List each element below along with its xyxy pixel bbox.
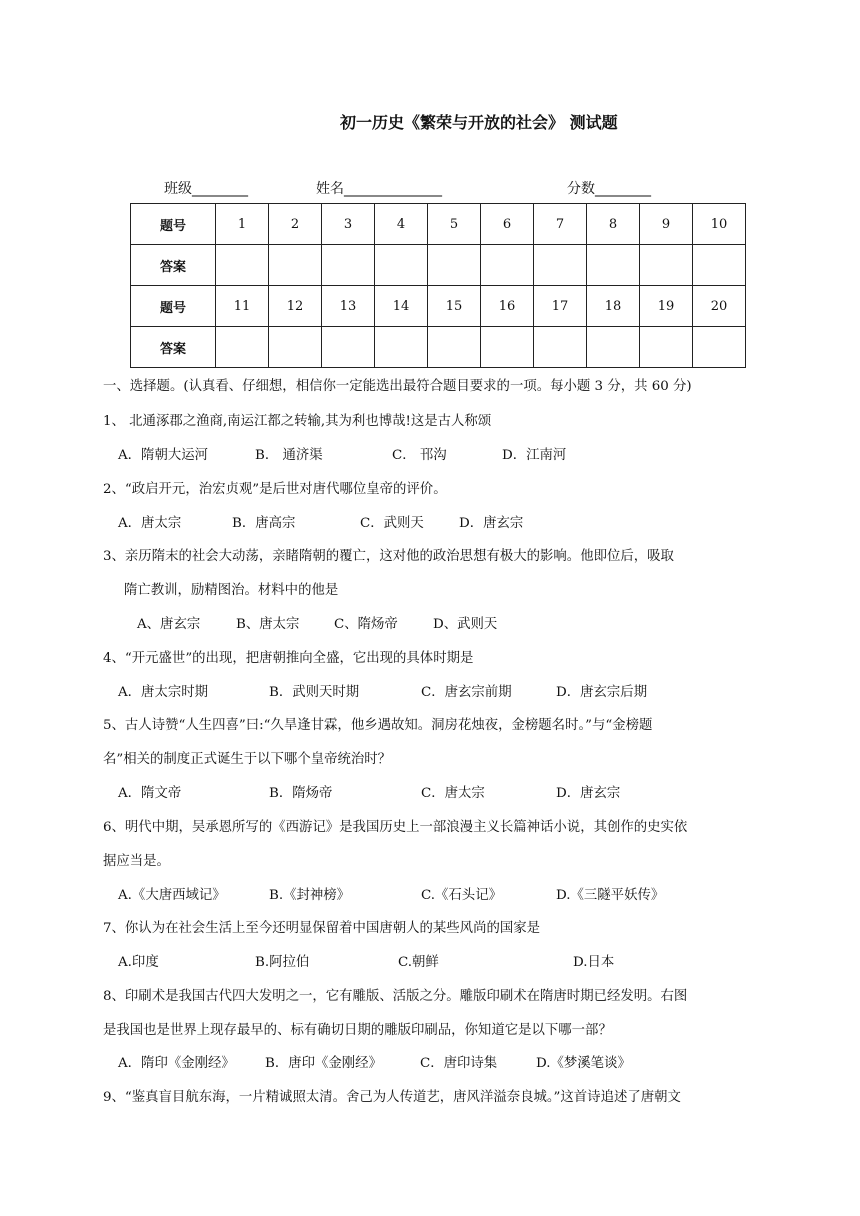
question-number-cell: 4 (375, 204, 428, 245)
answer-cell[interactable] (428, 327, 481, 368)
question-number-cell: 7 (534, 204, 587, 245)
question-5-option-b[interactable]: B．隋炀帝 (269, 786, 333, 801)
question-1-stem: 1、 北通涿郡之渔商,南运江都之转输,其为利也博哉!这是古人称颂 (103, 414, 492, 429)
answer-cell[interactable] (481, 245, 534, 286)
question-5-option-c[interactable]: C．唐太宗 (421, 786, 485, 801)
question-1-option-a[interactable]: A．隋朝大运河 (118, 448, 209, 463)
answer-cell[interactable] (216, 245, 269, 286)
question-5-stem-line-1: 5、古人诗赞“人生四喜”曰:“久旱逢甘霖，他乡遇故知。洞房花烛夜，金榜题名时。”与“金榜题 (103, 718, 653, 733)
question-7-stem: 7、你认为在社会生活上至今还明显保留着中国唐朝人的某些风尚的国家是 (103, 921, 541, 936)
question-2-option-a[interactable]: A．唐太宗 (118, 516, 182, 531)
question-number-cell: 16 (481, 286, 534, 327)
question-number-cell: 17 (534, 286, 587, 327)
question-7-option-b[interactable]: B.阿拉伯 (255, 955, 310, 970)
name-field: 姓名______________ (316, 181, 442, 197)
question-number-cell: 11 (216, 286, 269, 327)
question-number-cell: 8 (587, 204, 640, 245)
question-1-option-d[interactable]: D．江南河 (502, 448, 567, 463)
question-3-stem-line-1: 3、亲历隋末的社会大动荡，亲睹隋朝的覆亡，这对他的政治思想有极大的影响。他即位后，吸取 (103, 549, 674, 564)
answer-cell[interactable] (375, 245, 428, 286)
question-number-cell: 15 (428, 286, 481, 327)
question-5-option-d[interactable]: D．唐玄宗 (556, 786, 621, 801)
question-8-option-d[interactable]: D.《梦溪笔谈》 (536, 1056, 631, 1071)
question-9-stem-line-1: 9、“鉴真盲目航东海，一片精诚照太清。舍己为人传道艺，唐风洋溢奈良城。”这首诗追述了唐朝文 (103, 1090, 681, 1105)
question-1-option-c[interactable]: C． 邗沟 (392, 448, 447, 463)
question-number-cell: 3 (322, 204, 375, 245)
question-2-option-c[interactable]: C．武则天 (360, 516, 424, 531)
question-6-option-a[interactable]: A.《大唐西域记》 (118, 888, 226, 903)
page-title: 初一历史《繁荣与开放的社会》 测试题 (340, 113, 618, 132)
question-number-cell: 14 (375, 286, 428, 327)
table-header-cell: 题号 (131, 204, 216, 245)
table-row (131, 327, 746, 368)
answer-cell[interactable] (216, 327, 269, 368)
score-field: 分数________ (567, 181, 651, 197)
answer-cell[interactable] (322, 327, 375, 368)
question-number-cell: 9 (640, 204, 693, 245)
question-6-stem-line-2: 据应当是。 (103, 854, 170, 869)
question-number-cell: 10 (693, 204, 746, 245)
question-4-option-a[interactable]: A．唐太宗时期 (118, 685, 209, 700)
class-field: 班级________ (164, 181, 248, 197)
question-8-option-b[interactable]: B．唐印《金刚经》 (265, 1056, 382, 1071)
question-number-cell: 12 (269, 286, 322, 327)
question-7-option-d[interactable]: D.日本 (573, 955, 615, 970)
answer-cell[interactable] (534, 327, 587, 368)
table-row (131, 245, 746, 286)
answer-cell[interactable] (481, 327, 534, 368)
question-number-cell: 5 (428, 204, 481, 245)
answer-cell[interactable] (640, 245, 693, 286)
question-5-stem-line-2: 名”相关的制度正式诞生于以下哪个皇帝统治时？ (103, 752, 392, 767)
question-2-option-d[interactable]: D．唐玄宗 (459, 516, 524, 531)
question-6-option-c[interactable]: C.《石头记》 (421, 888, 502, 903)
question-5-option-a[interactable]: A．隋文帝 (118, 786, 182, 801)
table-header-cell: 答案 (131, 327, 216, 368)
question-4-option-d[interactable]: D．唐玄宗后期 (556, 685, 648, 700)
question-2-stem: 2、“政启开元，治宏贞观”是后世对唐代哪位皇帝的评价。 (103, 482, 447, 497)
question-6-option-d[interactable]: D.《三隧平妖传》 (556, 888, 665, 903)
answer-cell[interactable] (693, 245, 746, 286)
question-8-option-a[interactable]: A．隋印《金刚经》 (118, 1056, 235, 1071)
answer-cell[interactable] (587, 327, 640, 368)
question-4-stem: 4、“开元盛世”的出现，把唐朝推向全盛，它出现的具体时期是 (103, 651, 474, 666)
answer-cell[interactable] (428, 245, 481, 286)
question-7-option-c[interactable]: C.朝鲜 (398, 955, 439, 970)
question-number-cell: 13 (322, 286, 375, 327)
question-4-option-c[interactable]: C．唐玄宗前期 (421, 685, 512, 700)
answer-cell[interactable] (640, 327, 693, 368)
question-number-cell: 20 (693, 286, 746, 327)
section-heading: 一、选择题。(认真看、仔细想，相信你一定能选出最符合题目要求的一项。每小题 3 分，共 60 分) (103, 379, 692, 394)
question-number-cell: 18 (587, 286, 640, 327)
question-2-option-b[interactable]: B．唐高宗 (232, 516, 296, 531)
question-4-option-b[interactable]: B．武则天时期 (269, 685, 360, 700)
table-header-cell: 题号 (131, 286, 216, 327)
answer-cell[interactable] (322, 245, 375, 286)
question-number-cell: 19 (640, 286, 693, 327)
question-3-stem-line-2: 隋亡教训，励精图治。材料中的他是 (124, 583, 339, 598)
answer-table (130, 203, 746, 368)
table-header-cell: 答案 (131, 245, 216, 286)
answer-cell[interactable] (269, 327, 322, 368)
answer-cell[interactable] (534, 245, 587, 286)
question-6-stem-line-1: 6、明代中期，吴承恩所写的《西游记》是我国历史上一部浪漫主义长篇神话小说，其创作的史实依 (103, 820, 688, 835)
question-3-option-c[interactable]: C、隋炀帝 (334, 617, 398, 632)
question-8-stem-line-1: 8、印刷术是我国古代四大发明之一，它有雕版、活版之分。雕版印刷术在隋唐时期已经发明。右图 (103, 989, 688, 1004)
question-3-option-a[interactable]: A、唐玄宗 (137, 617, 201, 632)
answer-cell[interactable] (269, 245, 322, 286)
table-row (131, 286, 746, 327)
table-row (131, 204, 746, 245)
answer-cell[interactable] (587, 245, 640, 286)
question-3-option-d[interactable]: D、武则天 (433, 617, 498, 632)
answer-cell[interactable] (375, 327, 428, 368)
question-6-option-b[interactable]: B.《封神榜》 (269, 888, 351, 903)
question-number-cell: 6 (481, 204, 534, 245)
answer-cell[interactable] (693, 327, 746, 368)
question-3-option-b[interactable]: B、唐太宗 (236, 617, 300, 632)
question-7-option-a[interactable]: A.印度 (118, 955, 159, 970)
question-8-option-c[interactable]: C．唐印诗集 (420, 1056, 498, 1071)
question-1-option-b[interactable]: B． 通济渠 (255, 448, 323, 463)
question-number-cell: 2 (269, 204, 322, 245)
question-8-stem-line-2: 是我国也是世界上现存最早的、标有确切日期的雕版印刷品，你知道它是以下哪一部？ (103, 1023, 612, 1038)
question-number-cell: 1 (216, 204, 269, 245)
